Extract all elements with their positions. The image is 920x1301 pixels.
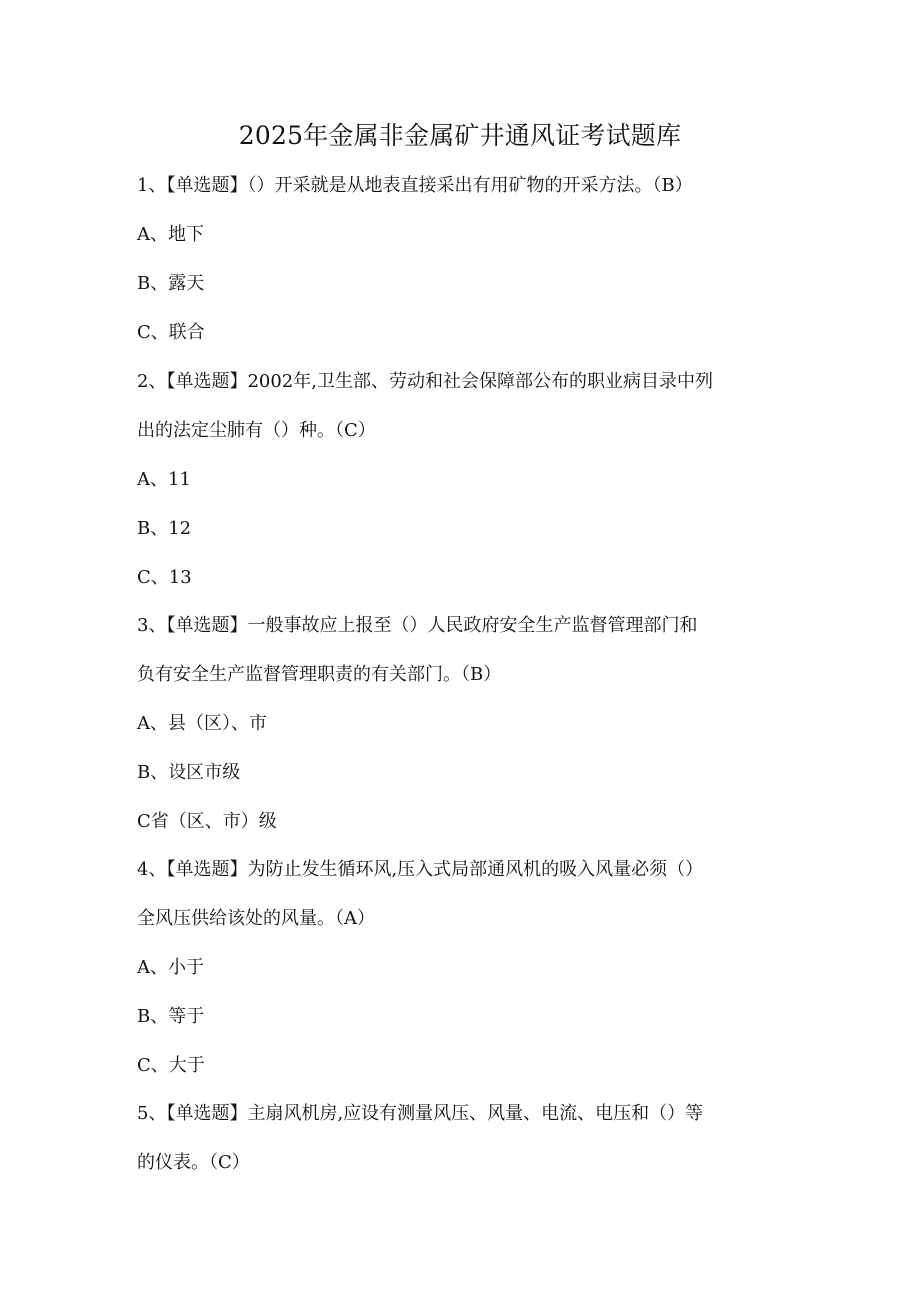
question-4-option-c: C、大于 — [137, 1055, 205, 1076]
question-2-option-c: C、13 — [137, 567, 192, 588]
question-1-stem: 1、【单选题】（）开采就是从地表直接采出有用矿物的开采方法。（B） — [137, 175, 693, 196]
question-4-stem: 4、【单选题】为防止发生循环风,压入式局部通风机的吸入风量必须（） — [137, 859, 704, 880]
question-5-stem: 5、【单选题】主扇风机房,应设有测量风压、风量、电流、电压和（）等 — [137, 1103, 704, 1124]
question-4-option-a: A、小于 — [137, 957, 204, 978]
question-4-stem-continued: 全风压供给该处的风量。（A） — [137, 908, 375, 929]
question-3-option-a: A、县（区）、市 — [137, 713, 267, 734]
question-4-option-b: B、等于 — [137, 1006, 205, 1027]
question-2-option-b: B、12 — [137, 518, 192, 539]
question-1-option-c: C、联合 — [137, 322, 205, 343]
question-5-stem-continued: 的仪表。（C） — [137, 1152, 250, 1173]
question-3-stem-continued: 负有安全生产监督管理职责的有关部门。（B） — [137, 664, 502, 685]
question-2-stem-continued: 出的法定尘肺有（）种。（C） — [137, 420, 376, 441]
question-2-stem: 2、【单选题】2002年,卫生部、劳动和社会保障部公布的职业病目录中列 — [137, 371, 713, 392]
document-title: 2025年金属非金属矿井通风证考试题库 — [238, 121, 682, 150]
question-2-option-a: A、11 — [137, 469, 191, 490]
question-3-option-b: B、设区市级 — [137, 762, 241, 783]
question-1-option-a: A、地下 — [137, 224, 204, 245]
question-3-option-c: C省（区、市）级 — [137, 811, 277, 832]
question-3-stem: 3、【单选题】一般事故应上报至（）人民政府安全生产监督管理部门和 — [137, 615, 698, 636]
question-1-option-b: B、露天 — [137, 273, 205, 294]
